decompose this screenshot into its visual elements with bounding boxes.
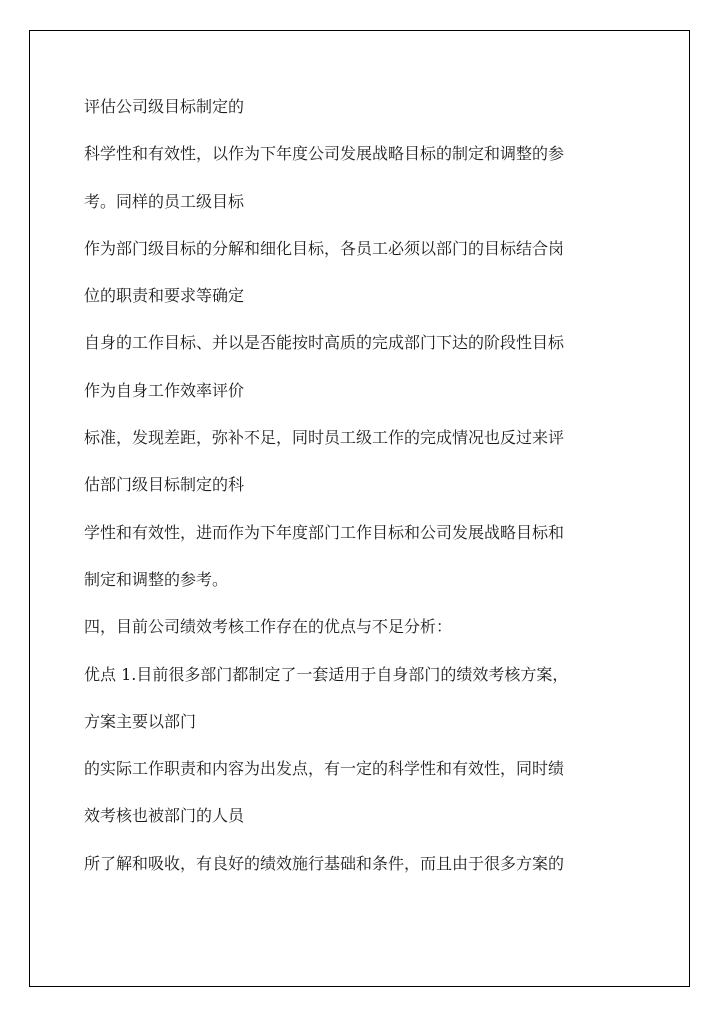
text-line-17: 所了解和吸收，有良好的绩效施行基础和条件，而且由于很多方案的: [84, 853, 565, 873]
text-line-15: 的实际工作职责和内容为出发点，有一定的科学性和有效性，同时绩: [84, 759, 565, 779]
text-line-2: 科学性和有效性，以作为下年度公司发展战略目标的制定和调整的参: [84, 144, 565, 164]
text-line-7: 作为自身工作效率评价: [84, 380, 245, 400]
document-body: [84, 95, 644, 899]
text-line-5: 位的职责和要求等确定: [84, 286, 245, 306]
text-line-16: 效考核也被部门的人员: [84, 806, 245, 826]
text-line-10: 学性和有效性，进而作为下年度部门工作目标和公司发展战略目标和: [84, 522, 565, 542]
text-line-11: 制定和调整的参考。: [84, 569, 229, 589]
text-line-9: 估部门级目标制定的科: [84, 475, 245, 495]
text-line-12: 四，目前公司绩效考核工作存在的优点与不足分析：: [84, 617, 453, 637]
text-line-3: 考。同样的员工级目标: [84, 191, 245, 211]
text-line-4: 作为部门级目标的分解和细化目标，各员工必须以部门的目标结合岗: [84, 238, 565, 258]
text-line-8: 标准，发现差距，弥补不足，同时员工级工作的完成情况也反过来评: [84, 428, 565, 448]
text-line-1: 评估公司级目标制定的: [84, 97, 245, 116]
text-line-14: 方案主要以部门: [84, 711, 197, 731]
text-line-13: 优点 1.目前很多部门都制定了一套适用于自身部门的绩效考核方案，: [84, 664, 569, 684]
text-line-6: 自身的工作目标、并以是否能按时高质的完成部门下达的阶段性目标: [84, 333, 565, 353]
